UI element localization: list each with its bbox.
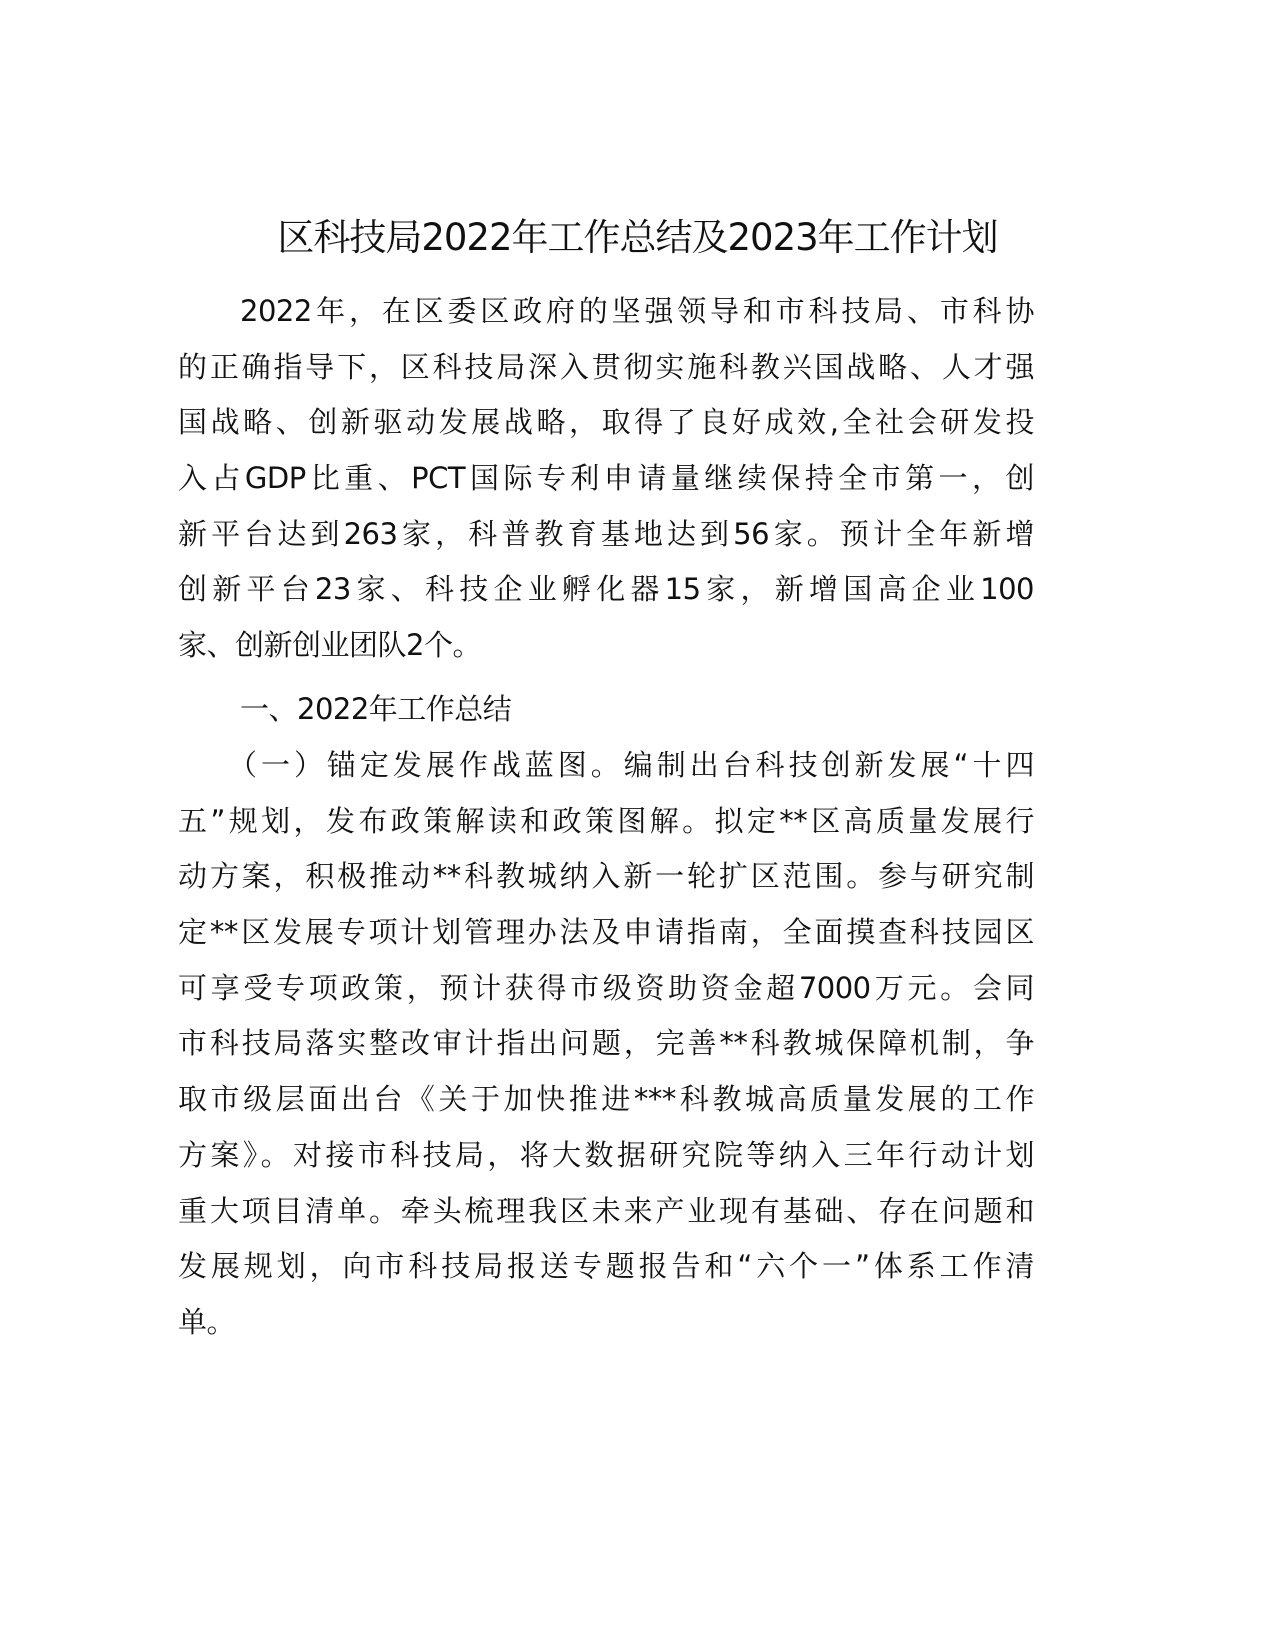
paragraph-line: 家、创新创业团队2个。 bbox=[178, 628, 481, 663]
paragraph-line: 新平台达到263家，科普教育基地达到56家。预计全年新增 bbox=[178, 516, 1034, 551]
paragraph-line: 取市级层面出台《关于加快推进***科教城高质量发展的工作 bbox=[178, 1082, 1034, 1117]
paragraph-line: 五”规划，发布政策解读和政策图解。拟定**区高质量发展行 bbox=[178, 803, 1034, 838]
paragraph-line: 创新平台23家、科技企业孵化器15家，新增国高企业100 bbox=[178, 572, 1034, 607]
paragraph-line: 重大项目清单。牵头梳理我区未来产业现有基础、存在问题和 bbox=[178, 1193, 1034, 1228]
paragraph-line: 定**区发展专项计划管理办法及申请指南，全面摸查科技园区 bbox=[178, 915, 1034, 950]
intro-paragraph bbox=[178, 284, 1034, 674]
paragraph-line: 2022年，在区委区政府的坚强领导和市科技局、市科协 bbox=[240, 294, 1034, 328]
section-heading: 一、2022年工作总结 bbox=[240, 692, 512, 726]
paragraph-line: 发展规划，向市科技局报送专题报告和“六个一”体系工作清 bbox=[178, 1249, 1034, 1284]
paragraph-line: 方案》。对接市科技局，将大数据研究院等纳入三年行动计划 bbox=[178, 1137, 1034, 1172]
paragraph-line: 市科技局落实整改审计指出问题，完善**科教城保障机制，争 bbox=[178, 1026, 1034, 1061]
section1-paragraph bbox=[178, 738, 1034, 1351]
paragraph-line: 的正确指导下，区科技局深入贯彻实施科教兴国战略、人才强 bbox=[178, 349, 1034, 384]
document-title: 区科技局2022年工作总结及2023年工作计划 bbox=[277, 216, 998, 259]
paragraph-line: 动方案，积极推动**科教城纳入新一轮扩区范围。参与研究制 bbox=[178, 859, 1034, 894]
paragraph-line: 单。 bbox=[178, 1304, 236, 1339]
section-heading-block bbox=[178, 682, 1034, 738]
paragraph-line: 入占GDP比重、PCT国际专利申请量继续保持全市第一，创 bbox=[178, 461, 1034, 496]
paragraph-line: 国战略、创新驱动发展战略，取得了良好成效,全社会研发投 bbox=[178, 405, 1034, 440]
paragraph-line: （一）锚定发展作战蓝图。编制出台科技创新发展“十四 bbox=[228, 748, 1034, 782]
paragraph-line: 可享受专项政策，预计获得市级资助资金超7000万元。会同 bbox=[178, 970, 1034, 1005]
